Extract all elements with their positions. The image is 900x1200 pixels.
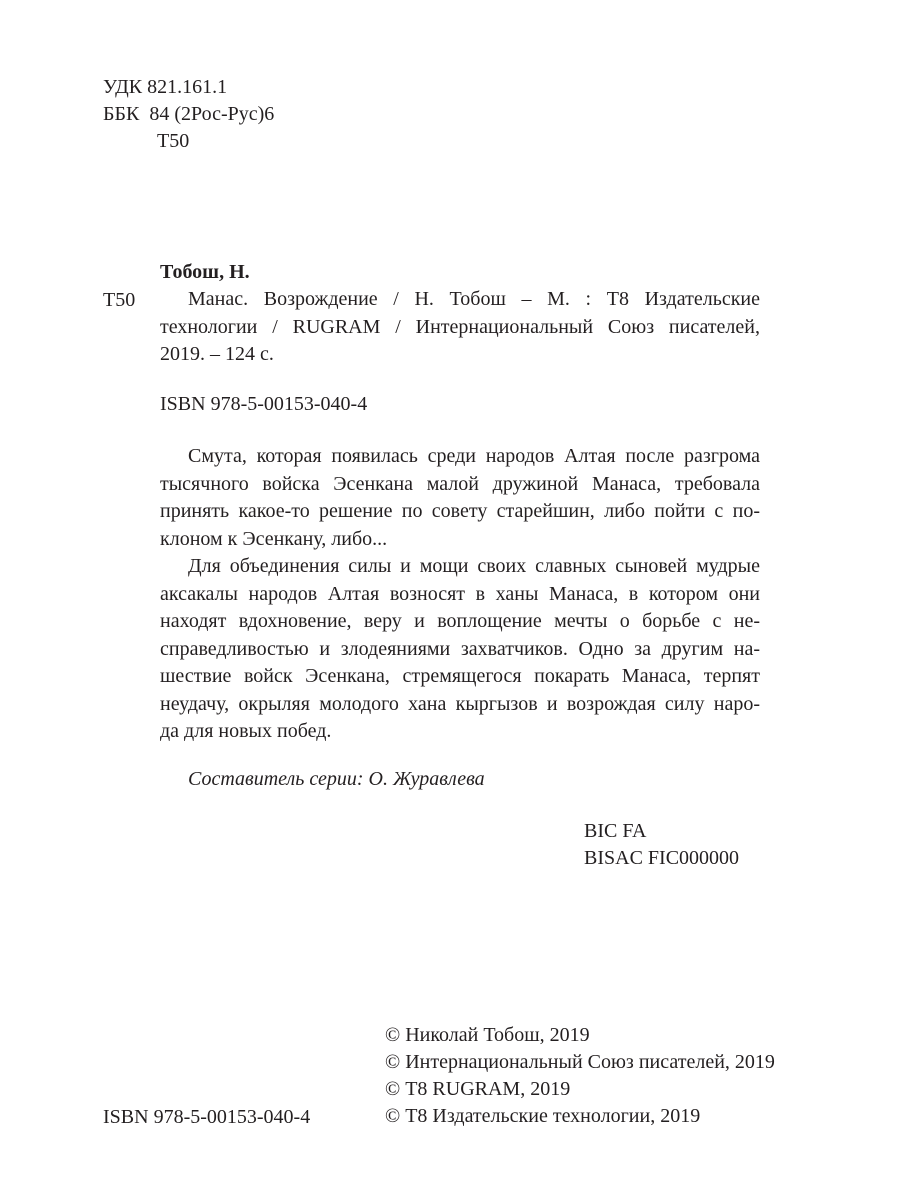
bbk-line [103,100,274,128]
isbn-top: ISBN 978-5-00153-040-4 [160,393,368,415]
annotation [160,443,760,746]
annotation-line: Для объединения силы и мощи своих славных сыновей мудрые [188,555,760,577]
isbn-bottom: ISBN 978-5-00153-040-4 [103,1106,311,1128]
bib-line-1: Манас. Возрождение / Н. Тобош – М. : Т8 Издательские [188,288,760,310]
author-mark-top: Т50 [157,130,190,152]
annotation-line: находят вдохновение, веру и воплощение мечты о борьбе с не- [160,610,760,632]
series-compiler: Составитель серии: О. Журавлева [188,768,485,790]
bbk-value: 84 (2Рос-Рус)6 [149,103,275,125]
copyright-line: © Николай Тобош, 2019 [385,1024,590,1046]
annotation-line: клоном к Эсенкану, либо... [160,527,388,550]
udk-line [103,73,227,101]
annotation-line: неудачу, окрыляя молодого хана кыргызов и возрождая силу наро- [160,692,760,715]
annotation-paragraph-1 [160,443,760,553]
annotation-line: Смута, которая появилась среди народов Алтая после разгрома [188,445,760,467]
bic-code: BIC FA [584,820,647,842]
copyright-list [385,1022,775,1130]
annotation-line: да для новых побед. [160,720,332,742]
author-heading: Тобош, Н. [160,261,250,283]
copyright-line: © Т8 RUGRAM, 2019 [385,1078,571,1100]
copyright-line: © Т8 Издательские технологии, 2019 [385,1105,701,1127]
annotation-paragraph-2 [160,553,760,746]
annotation-line: справедливостью и злодеяниями захватчиков. Одно за другим на- [160,637,760,660]
udk-value: 821.161.1 [147,76,228,98]
bibliographic-description [160,286,760,369]
bisac-code: BISAC FIC000000 [584,847,740,869]
copyright-line: © Интернациональный Союз писателей, 2019 [385,1051,775,1073]
bib-line-3: 2019. – 124 с. [160,343,274,365]
author-mark: Т50 [103,289,136,311]
bib-line-2: технологии / RUGRAM / Интернациональный Союз писателей, [160,315,760,338]
annotation-line: аксакалы народов Алтая возносят в ханы Манаса, в котором они [160,582,760,605]
annotation-line: тысячного войска Эсенкана малой дружиной Манаса, требовала [160,472,760,495]
bbk-label: ББК [103,103,140,125]
udk-label: УДК [103,76,143,98]
annotation-line: шествие войск Эсенкана, стремящегося покарать Манаса, терпят [160,665,760,687]
annotation-line: принять какое-то решение по совету старейшин, либо пойти с по- [160,500,760,522]
